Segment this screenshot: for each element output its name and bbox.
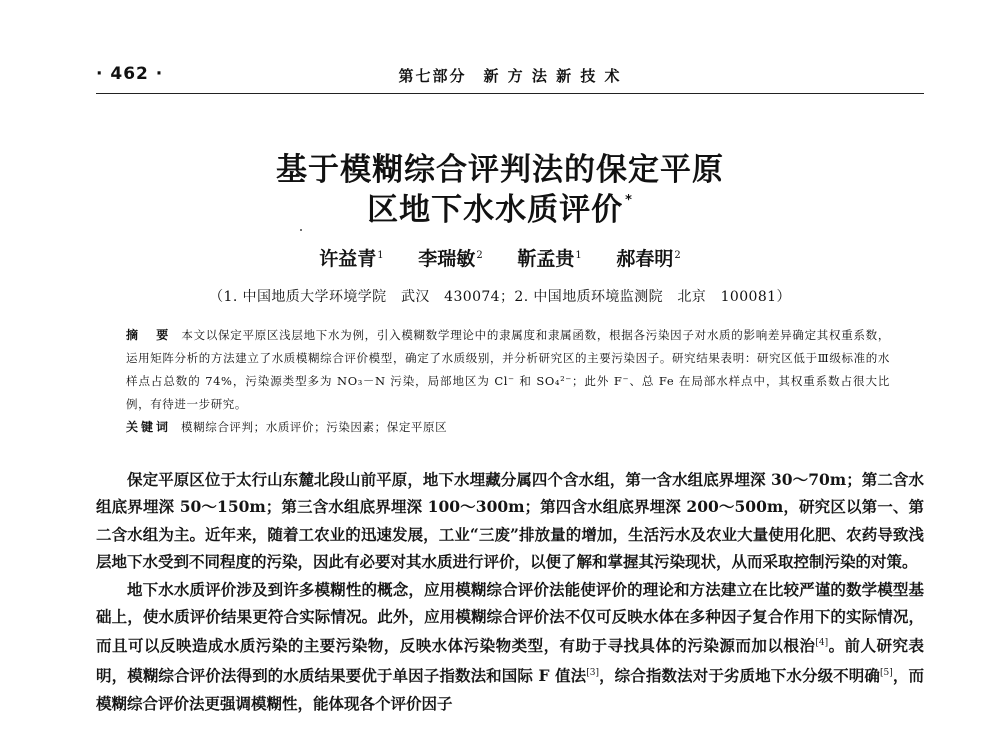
author-3: 靳孟贵$^1$ bbox=[517, 248, 582, 270]
author-1: 许益青$^1$ bbox=[319, 248, 384, 270]
header-rule bbox=[96, 93, 924, 94]
citation-5: [5] bbox=[880, 668, 893, 678]
page-number: · 462 · bbox=[96, 64, 164, 84]
affiliations: （1. 中国地质大学环境学院 武汉 430074；2. 中国地质环境监测院 北京 100081） bbox=[209, 289, 791, 305]
body-paragraph-2: 地下水水质评价涉及到许多模糊性的概念，应用模糊综合评价法能使评价的理论和方法建立在比较严谨的数学模型基础上，使水质评价结果更符合实际情况。此外，应用模糊综合评价法不仅可反映水体在多种因子复合作用下的实际情况，而且可以反映造成水质污染的主要污染物，反映水体污染物类型，有助于寻找具体的污染源而加以根治[4]。前人研究表明，模糊综合评价法得到的水质结果要优于单因子指数法和国际 F 值法[3]，综合指数法对于劣质地下水分级不明确[5]，而模糊综合评价法更强调模糊性，能体现各个评价因子 bbox=[96, 579, 924, 713]
author-list bbox=[0, 244, 1000, 271]
author-4: 郝春明$^2$ bbox=[616, 248, 681, 270]
citation-3: [3] bbox=[586, 668, 599, 678]
citation-4: [4] bbox=[815, 638, 829, 649]
running-header bbox=[96, 62, 924, 90]
abstract-paragraph bbox=[126, 324, 890, 416]
abstract-text: 本文以保定平原区浅层地下水为例，引入模糊数学理论中的隶属度和隶属函数，根据各污染因子对水质的影响差异确定其权重系数，运用矩阵分析的方法建立了水质模糊综合评价模型，确定了水质级别，并分析研究区的主要污染因子。研究结果表明：研究区低于Ⅲ级标准的水样点占总数的 74%，污染源类型多为 NO₃－N 污染，局部地区为 Cl⁻ 和 SO₄²⁻；此外 F⁻、总 Fe 在局部水样点中，其权重系数占很大比例，有待进一步研究。 bbox=[126, 328, 890, 411]
abstract-block bbox=[126, 324, 890, 439]
abstract-label: 摘 要 bbox=[126, 328, 172, 342]
paper-title-line-2: 区地下水水质评价 * bbox=[367, 192, 633, 228]
paper-title-line-1: 基于模糊综合评判法的保定平原 bbox=[276, 152, 724, 188]
author-2: 李瑞敏$^2$ bbox=[418, 248, 483, 270]
keywords-label: 关键词 bbox=[126, 420, 172, 434]
body-paragraph-1: 保定平原区位于太行山东麓北段山前平原，地下水埋藏分属四个含水组，第一含水组底界埋深 30～70m；第二含水组底界埋深 50～150m；第三含水组底界埋深 100～300m；第四含水组底界埋深 200～500m，研究区以第一、第二含水组为主。近年来，随着工农业的迅速发展，工业“三废”排放量的增加，生活污水及农业大量使用化肥、农药导致浅层地下水受到不同程度的污染，因此有必要对其水质进行评价，以便了解和掌握其污染现状，从而采取控制污染的对策。 bbox=[96, 470, 924, 572]
scan-speck bbox=[300, 229, 302, 231]
body-text bbox=[96, 466, 924, 717]
title-footnote-mark: * bbox=[625, 193, 633, 208]
keywords-paragraph bbox=[126, 416, 890, 439]
section-title: 第七部分 新 方 法 新 技 术 bbox=[398, 67, 622, 85]
keywords-text: 模糊综合评判；水质评价；污染因素；保定平原区 bbox=[181, 420, 448, 434]
